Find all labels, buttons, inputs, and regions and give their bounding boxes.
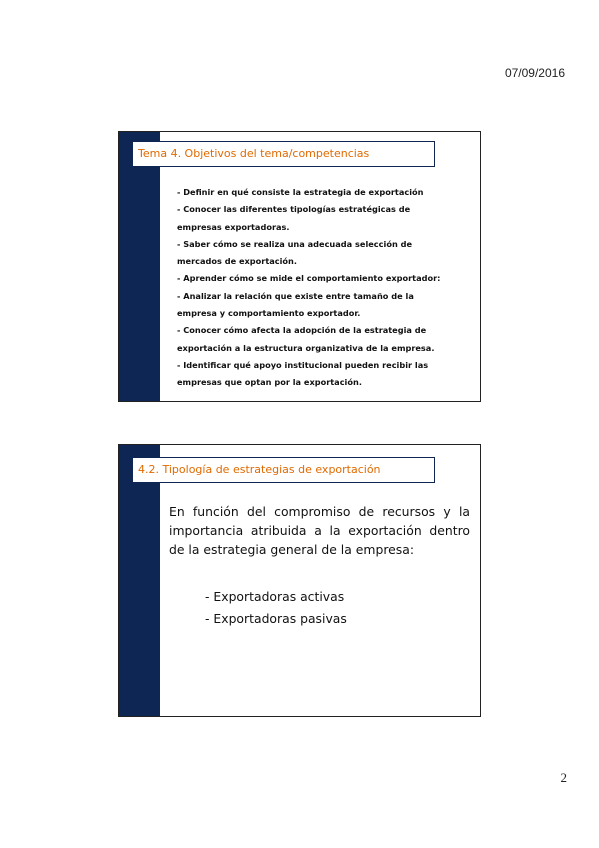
page-number: 2	[560, 770, 567, 785]
slide-sidebar-bar	[119, 132, 160, 401]
objective-line: - Conocer cómo afecta la adopción de la estrategia de	[177, 325, 427, 336]
list-item: - Exportadoras activas	[205, 589, 345, 604]
objective-line: empresas que optan por la exportación.	[177, 377, 362, 388]
objective-line: - Aprender cómo se mide el comportamiento exportador:	[177, 273, 441, 284]
slide-objetivos	[118, 131, 481, 402]
list-item: - Exportadoras pasivas	[205, 611, 347, 626]
objective-line: empresa y comportamiento exportador.	[177, 308, 361, 319]
objective-line: - Conocer las diferentes tipologías estratégicas de	[177, 204, 411, 215]
objectives-list	[177, 184, 467, 392]
slide-title: 4.2. Tipología de estrategias de exportación	[132, 457, 435, 483]
slide-title: Tema 4. Objetivos del tema/competencias	[132, 141, 435, 167]
slide-sidebar-bar	[119, 445, 160, 716]
slide-tipologia	[118, 444, 481, 717]
objective-line: empresas exportadoras.	[177, 221, 290, 232]
objective-line: - Analizar la relación que existe entre tamaño de la	[177, 290, 414, 301]
objective-line: exportación a la estructura organizativa de la empresa.	[177, 342, 435, 353]
objective-line: - Identificar qué apoyo institucional pueden recibir las	[177, 359, 429, 370]
objective-line: - Saber cómo se realiza una adecuada selección de	[177, 238, 413, 249]
objective-line: - Definir en qué consiste la estrategia de exportación	[177, 187, 424, 197]
slide-paragraph: En función del compromiso de recursos y la importancia atribuida a la exportación dentro de la estrategia general de la empresa:	[169, 504, 470, 557]
exporter-types-list	[205, 586, 347, 630]
page-date: 07/09/2016	[504, 66, 565, 80]
objective-line: mercados de exportación.	[177, 256, 297, 267]
